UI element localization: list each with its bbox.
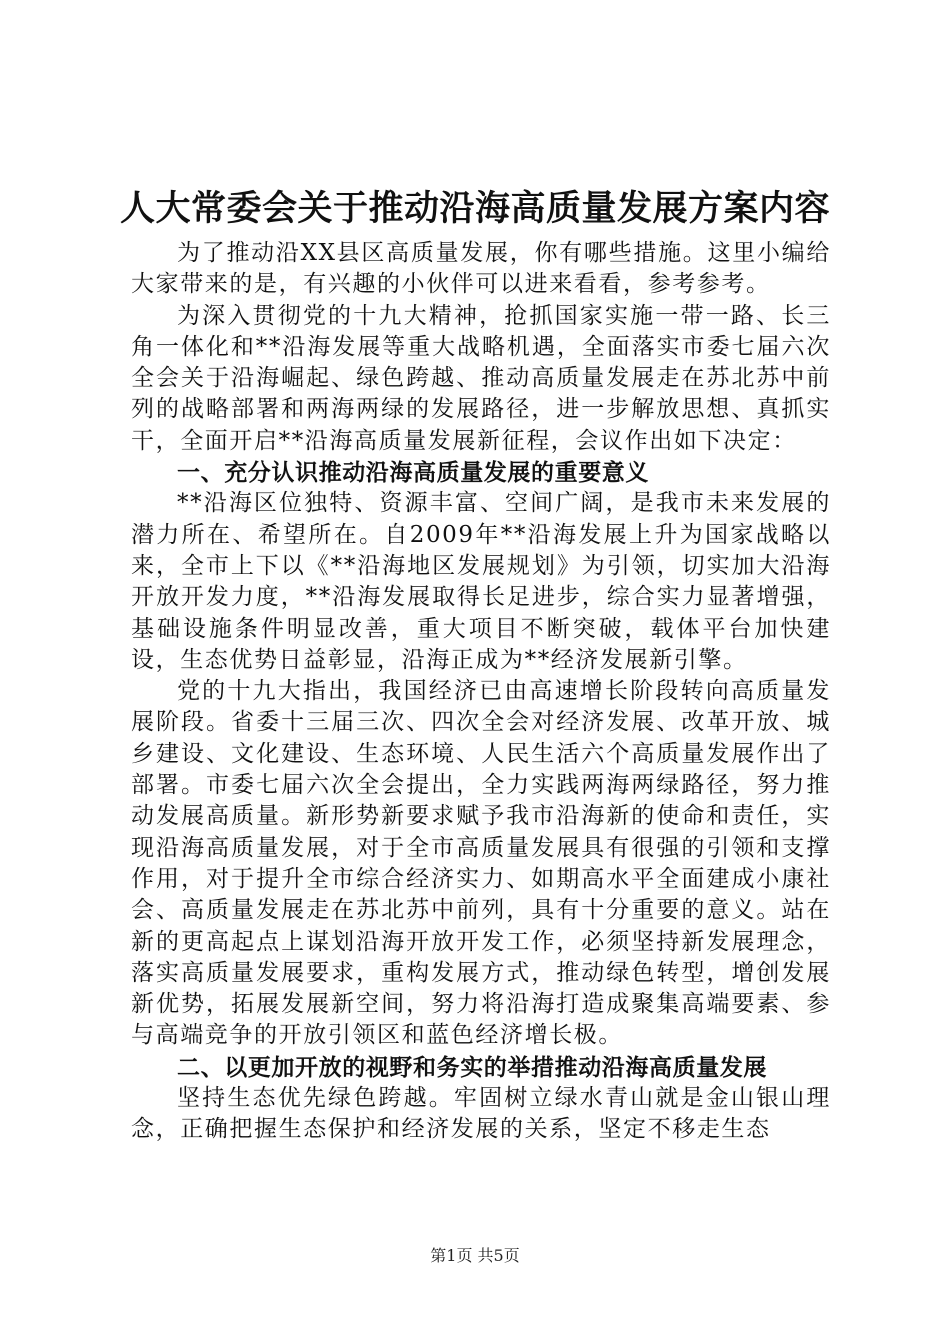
document-body — [131, 238, 831, 1146]
paragraph-section1-a: **沿海区位独特、资源丰富、空间广阔，是我市未来发展的潜力所在、希望所在。自2009年**沿海发展上升为国家战略以来，全市上下以《**沿海地区发展规划》为引领，切实加大沿海开放开发力度，**沿海发展取得长足进步，综合实力显著增强，基础设施条件明显改善，重大项目不断突破，载体平台加快建设，生态优势日益彰显，沿海正成为**经济发展新引擎。 — [131, 490, 831, 673]
paragraph-intro: 为了推动沿XX县区高质量发展，你有哪些措施。这里小编给大家带来的是，有兴趣的小伙伴可以进来看看，参考参考。 — [131, 240, 831, 298]
document-title: 人大常委会关于推动沿海高质量发展方案内容 — [119, 188, 830, 229]
page-footer: 第1页 共5页 — [430, 1246, 520, 1265]
section-heading-2: 二、以更加开放的视野和务实的举措推动沿海高质量发展 — [177, 1053, 767, 1081]
section-heading-1: 一、充分认识推动沿海高质量发展的重要意义 — [177, 459, 649, 487]
paragraph-section1-b: 党的十九大指出，我国经济已由高速增长阶段转向高质量发展阶段。省委十三届三次、四次全会对经济发展、改革开放、城乡建设、文化建设、生态环境、人民生活六个高质量发展作出了部署。市委七届六次全会提出，全力实践两海两绿路径，努力推动发展高质量。新形势新要求赋予我市沿海新的使命和责任，实现沿海高质量发展，对于全市高质量发展具有很强的引领和支撑作用，对于提升全市综合经济实力、如期高水平全面建成小康社会、高质量发展走在苏北苏中前列，具有十分重要的意义。站在新的更高起点上谋划沿海开放开发工作，必须坚持新发展理念，落实高质量发展要求，重构发展方式，推动绿色转型，增创发展新优势，拓展发展新空间，努力将沿海打造成聚集高端要素、参与高端竞争的开放引领区和蓝色经济增长极。 — [131, 678, 831, 1049]
paragraph-preamble: 为深入贯彻党的十九大精神，抢抓国家实施一带一路、长三角一体化和**沿海发展等重大战略机遇，全面落实市委七届六次全会关于沿海崛起、绿色跨越、推动高质量发展走在苏北苏中前列的战略部署和两海两绿的发展路径，进一步解放思想、真抓实干，全面开启**沿海高质量发展新征程，会议作出如下决定： — [131, 302, 831, 454]
paragraph-section2-a: 坚持生态优先绿色跨越。牢固树立绿水青山就是金山银山理念，正确把握生态保护和经济发展的关系，坚定不移走生态 — [131, 1085, 831, 1143]
